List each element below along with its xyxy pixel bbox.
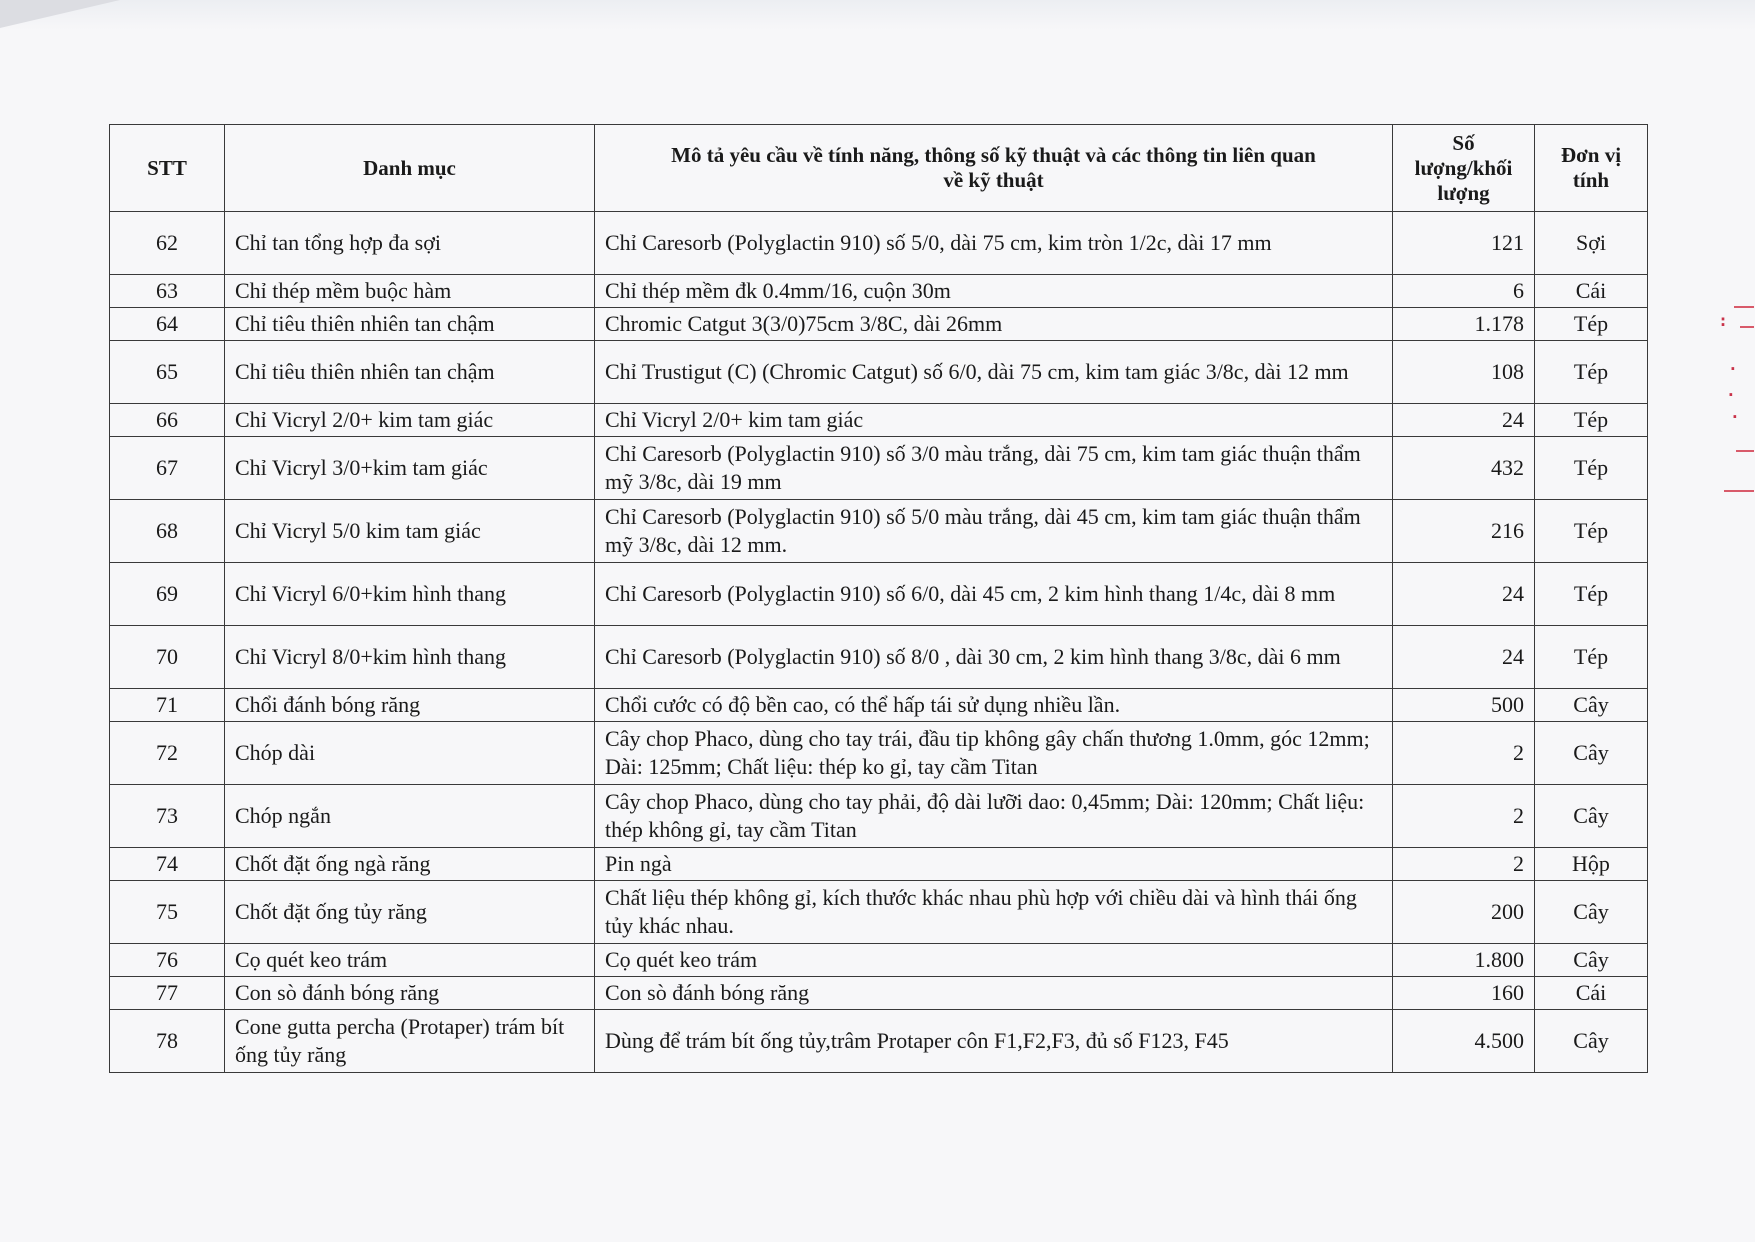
- cell-unit: Cây: [1535, 785, 1648, 848]
- header-quantity-line1: Số: [1452, 130, 1475, 155]
- cell-unit: Cây: [1535, 722, 1648, 785]
- cell-quantity: 1.178: [1393, 308, 1535, 341]
- table-row: [110, 437, 1648, 500]
- cell-quantity: 500: [1393, 689, 1535, 722]
- cell-stt: 73: [110, 785, 225, 848]
- cell-description: Chỉ thép mềm đk 0.4mm/16, cuộn 30m: [595, 275, 1393, 308]
- table-row: [110, 722, 1648, 785]
- table-row: [110, 944, 1648, 977]
- cell-unit: Cái: [1535, 977, 1648, 1010]
- cell-quantity: 6: [1393, 275, 1535, 308]
- cell-unit: Cái: [1535, 275, 1648, 308]
- table-row: [110, 404, 1648, 437]
- header-unit: [1535, 125, 1648, 212]
- table-row: [110, 1010, 1648, 1073]
- header-unit-line1: Đơn vị: [1560, 143, 1622, 167]
- cell-description: Chổi cước có độ bền cao, có thể hấp tái sử dụng nhiều lần.: [595, 689, 1393, 722]
- table-row: [110, 308, 1648, 341]
- cell-stt: 74: [110, 848, 225, 881]
- cell-unit: Hộp: [1535, 848, 1648, 881]
- cell-description: Chỉ Caresorb (Polyglactin 910) số 8/0 , dài 30 cm, 2 kim hình thang 3/8c, dài 6 mm: [595, 626, 1393, 689]
- cell-category: Chỉ thép mềm buộc hàm: [225, 275, 595, 308]
- cell-category: Cọ quét keo trám: [225, 944, 595, 977]
- stamp-line: [1734, 306, 1754, 308]
- cell-quantity: 4.500: [1393, 1010, 1535, 1073]
- cell-quantity: 2: [1393, 848, 1535, 881]
- table-row: [110, 977, 1648, 1010]
- cell-quantity: 121: [1393, 212, 1535, 275]
- table-row: [110, 275, 1648, 308]
- cell-description: Chromic Catgut 3(3/0)75cm 3/8C, dài 26mm: [595, 308, 1393, 341]
- table-header-row: [110, 125, 1648, 212]
- stamp-glyph: ·: [1728, 386, 1735, 404]
- cell-quantity: 216: [1393, 500, 1535, 563]
- cell-description: Dùng để trám bít ống tủy,trâm Protaper côn F1,F2,F3, đủ số F123, F45: [595, 1010, 1393, 1073]
- scan-fold-mark: [0, 0, 120, 28]
- cell-description: Chỉ Caresorb (Polyglactin 910) số 5/0, dài 75 cm, kim tròn 1/2c, dài 17 mm: [595, 212, 1393, 275]
- header-quantity: [1393, 125, 1535, 212]
- cell-category: Chốt đặt ống ngà răng: [225, 848, 595, 881]
- table-row: [110, 212, 1648, 275]
- cell-stt: 77: [110, 977, 225, 1010]
- cell-quantity: 2: [1393, 785, 1535, 848]
- cell-category: Chỉ tiêu thiên nhiên tan chậm: [225, 308, 595, 341]
- cell-quantity: 1.800: [1393, 944, 1535, 977]
- cell-unit: Tép: [1535, 437, 1648, 500]
- header-category-label: Danh mục: [363, 155, 456, 180]
- header-stt-label: STT: [147, 155, 187, 180]
- cell-description: Chỉ Caresorb (Polyglactin 910) số 5/0 màu trắng, dài 45 cm, kim tam giác thuận thẩm mỹ 3/8c, dài 12 mm.: [595, 500, 1393, 563]
- cell-unit: Cây: [1535, 944, 1648, 977]
- cell-description: Chỉ Vicryl 2/0+ kim tam giác: [595, 404, 1393, 437]
- table-row: [110, 341, 1648, 404]
- cell-stt: 69: [110, 563, 225, 626]
- cell-category: Chỉ Vicryl 3/0+kim tam giác: [225, 437, 595, 500]
- cell-unit: Cây: [1535, 1010, 1648, 1073]
- table-row: [110, 848, 1648, 881]
- table-row: [110, 689, 1648, 722]
- table-row: [110, 500, 1648, 563]
- cell-description: Chỉ Trustigut (C) (Chromic Catgut) số 6/0, dài 75 cm, kim tam giác 3/8c, dài 12 mm: [595, 341, 1393, 404]
- stamp-glyph: :: [1720, 312, 1727, 330]
- stamp-line: [1736, 450, 1754, 452]
- cell-quantity: 108: [1393, 341, 1535, 404]
- cell-description: Cọ quét keo trám: [595, 944, 1393, 977]
- header-quantity-line2: lượng/khối: [1414, 155, 1513, 180]
- cell-description: Chỉ Caresorb (Polyglactin 910) số 3/0 màu trắng, dài 75 cm, kim tam giác thuận thẩm mỹ 3/8c, dài 19 mm: [595, 437, 1393, 500]
- header-quantity-line3: lượng: [1437, 180, 1490, 205]
- cell-category: Chóp dài: [225, 722, 595, 785]
- cell-stt: 67: [110, 437, 225, 500]
- cell-stt: 72: [110, 722, 225, 785]
- cell-category: Chỉ Vicryl 6/0+kim hình thang: [225, 563, 595, 626]
- cell-category: Chóp ngắn: [225, 785, 595, 848]
- cell-quantity: 2: [1393, 722, 1535, 785]
- table-row: [110, 881, 1648, 944]
- cell-stt: 64: [110, 308, 225, 341]
- cell-stt: 63: [110, 275, 225, 308]
- header-unit-line2: tính: [1572, 168, 1610, 192]
- cell-quantity: 24: [1393, 626, 1535, 689]
- page-top-shadow: [0, 0, 1755, 30]
- header-stt: [110, 125, 225, 212]
- cell-quantity: 24: [1393, 563, 1535, 626]
- cell-stt: 75: [110, 881, 225, 944]
- cell-quantity: 24: [1393, 404, 1535, 437]
- table-row: [110, 785, 1648, 848]
- cell-unit: Sợi: [1535, 212, 1648, 275]
- cell-unit: Tép: [1535, 308, 1648, 341]
- cell-description: Cây chop Phaco, dùng cho tay phải, độ dài lưỡi dao: 0,45mm; Dài: 120mm; Chất liệu: thép không gỉ, tay cầm Titan: [595, 785, 1393, 848]
- cell-description: Chất liệu thép không gỉ, kích thước khác nhau phù hợp với chiều dài và hình thái ống tủy khác nhau.: [595, 881, 1393, 944]
- cell-stt: 70: [110, 626, 225, 689]
- supply-spec-table: [109, 124, 1648, 1073]
- cell-category: Chỉ Vicryl 5/0 kim tam giác: [225, 500, 595, 563]
- cell-unit: Tép: [1535, 626, 1648, 689]
- cell-stt: 78: [110, 1010, 225, 1073]
- header-category: [225, 125, 595, 212]
- cell-unit: Tép: [1535, 563, 1648, 626]
- header-description: [595, 125, 1393, 212]
- stamp-line: [1740, 326, 1754, 328]
- cell-category: Chốt đặt ống tủy răng: [225, 881, 595, 944]
- cell-stt: 62: [110, 212, 225, 275]
- cell-unit: Tép: [1535, 341, 1648, 404]
- cell-category: Chỉ Vicryl 2/0+ kim tam giác: [225, 404, 595, 437]
- cell-category: Cone gutta percha (Protaper) trám bít ống tủy răng: [225, 1010, 595, 1073]
- stamp-line: [1724, 490, 1754, 492]
- cell-stt: 71: [110, 689, 225, 722]
- cell-description: Cây chop Phaco, dùng cho tay trái, đầu tip không gây chấn thương 1.0mm, góc 12mm; Dài: 125mm; Chất liệu: thép ko gỉ, tay cầm Titan: [595, 722, 1393, 785]
- cell-quantity: 432: [1393, 437, 1535, 500]
- cell-unit: Cây: [1535, 689, 1648, 722]
- cell-description: Chỉ Caresorb (Polyglactin 910) số 6/0, dài 45 cm, 2 kim hình thang 1/4c, dài 8 mm: [595, 563, 1393, 626]
- cell-description: Pin ngà: [595, 848, 1393, 881]
- cell-category: Chổi đánh bóng răng: [225, 689, 595, 722]
- header-description-line1: Mô tả yêu cầu về tính năng, thông số kỹ thuật và các thông tin liên quan: [671, 143, 1316, 167]
- cell-stt: 68: [110, 500, 225, 563]
- cell-stt: 76: [110, 944, 225, 977]
- cell-description: Con sò đánh bóng răng: [595, 977, 1393, 1010]
- table-row: [110, 626, 1648, 689]
- cell-stt: 65: [110, 341, 225, 404]
- cell-quantity: 160: [1393, 977, 1535, 1010]
- table-row: [110, 563, 1648, 626]
- red-stamp-fragment: [1708, 300, 1754, 500]
- cell-category: Con sò đánh bóng răng: [225, 977, 595, 1010]
- cell-unit: Tép: [1535, 500, 1648, 563]
- header-description-line2: về kỹ thuật: [943, 168, 1044, 192]
- stamp-glyph: ·: [1730, 360, 1737, 378]
- stamp-glyph: ·: [1732, 408, 1739, 426]
- cell-stt: 66: [110, 404, 225, 437]
- cell-category: Chỉ Vicryl 8/0+kim hình thang: [225, 626, 595, 689]
- cell-quantity: 200: [1393, 881, 1535, 944]
- cell-category: Chỉ tiêu thiên nhiên tan chậm: [225, 341, 595, 404]
- cell-unit: Cây: [1535, 881, 1648, 944]
- cell-unit: Tép: [1535, 404, 1648, 437]
- cell-category: Chỉ tan tổng hợp đa sợi: [225, 212, 595, 275]
